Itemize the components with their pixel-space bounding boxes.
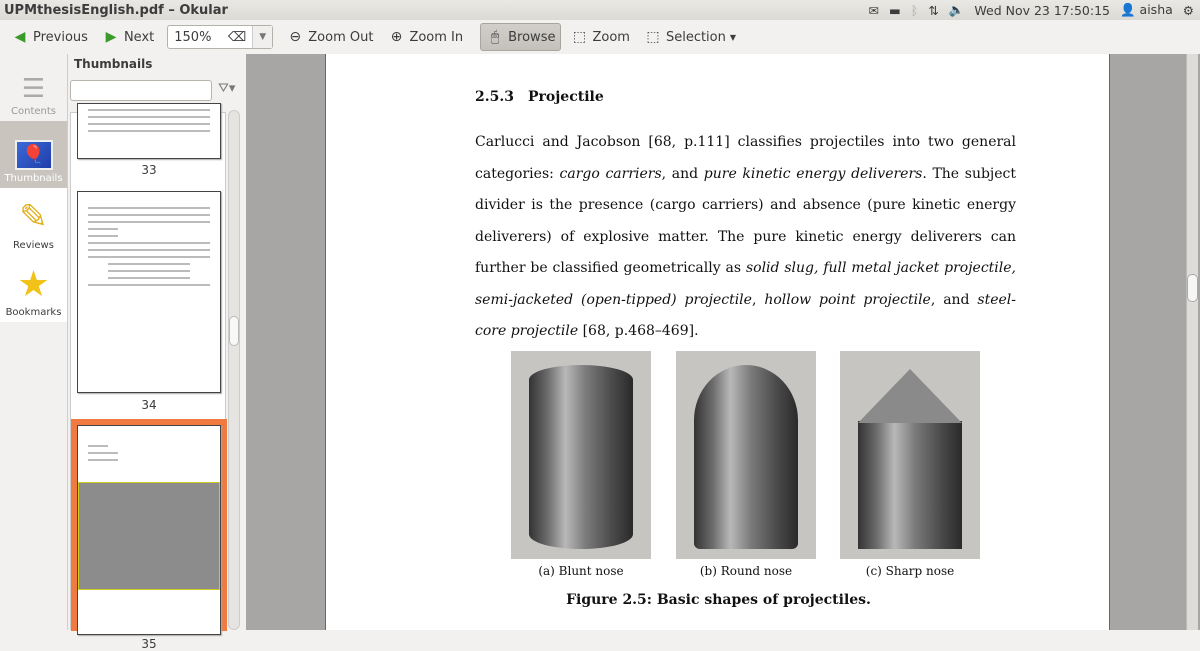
zoom-out-label: Zoom Out (308, 29, 374, 45)
window-title: UPMthesisEnglish.pdf – Okular (4, 2, 228, 18)
volume-icon[interactable]: 🔈 (948, 2, 965, 17)
sidebar-item-label: Reviews (13, 240, 54, 251)
next-button[interactable] (97, 25, 159, 49)
title-bar (0, 0, 1200, 20)
zoom-select[interactable] (167, 25, 273, 49)
contents-icon: ☰ (21, 74, 46, 104)
sidebar-item-contents[interactable] (0, 54, 67, 121)
network-icon[interactable]: ⇅ (928, 2, 939, 18)
figure-caption: Figure 2.5: Basic shapes of projectiles. (566, 592, 871, 608)
sidebar-item-reviews[interactable] (0, 188, 67, 255)
previous-button[interactable] (6, 25, 93, 49)
battery-icon[interactable]: ▬ (888, 2, 901, 18)
thumbnail-scrollbar[interactable] (228, 110, 240, 630)
bluetooth-icon[interactable]: ᛒ (910, 2, 919, 18)
next-label: Next (123, 29, 155, 45)
chevron-down-icon[interactable]: ▼ (252, 26, 272, 48)
section-heading (475, 89, 618, 105)
zoom-in-icon: ⊕ (390, 29, 403, 45)
thumbnail-page[interactable] (77, 103, 221, 159)
projectile-photo (511, 351, 651, 559)
sidebar-item-label: Bookmarks (5, 307, 62, 318)
thumbnail-list[interactable] (70, 112, 226, 651)
selection-button[interactable] (639, 25, 741, 49)
zoom-tool-button[interactable] (565, 25, 634, 49)
document-page (325, 54, 1110, 630)
thumbnail-label: 34 (141, 398, 157, 412)
mouse-icon: 🖱 (490, 29, 500, 45)
zoom-value[interactable]: 150% (174, 29, 212, 45)
thumbnails-icon: 🎈 (15, 140, 53, 170)
system-tray (869, 2, 1195, 18)
thumbnails-panel (68, 54, 246, 651)
zoom-tool-icon: ⬚ (572, 29, 587, 45)
projectile-photo (676, 351, 816, 559)
sidebar-item-thumbnails[interactable] (0, 121, 67, 188)
scrollbar-thumb[interactable] (1187, 274, 1198, 302)
chevron-down-icon: ▼ (729, 32, 737, 42)
thumbnail-label: 35 (141, 637, 157, 651)
thumbnail-label: 33 (141, 163, 157, 177)
power-icon[interactable]: ⚙ (1182, 2, 1194, 18)
thumbnail-filter-input[interactable] (70, 80, 212, 101)
projectile-photo (840, 351, 980, 559)
figure-round-nose (676, 351, 816, 578)
clock[interactable]: Wed Nov 23 17:50:15 (974, 2, 1110, 18)
mail-icon[interactable]: ✉ (868, 2, 879, 18)
body-paragraph: Carlucci and Jacobson [68, p.111] classifies projectiles into two general categories: cargo carriers, and pure kinetic energy deliverers. The subject divider is the presence (cargo carriers) and absence (pure kinetic energy deliverers) of explosive matter. The pure kinetic energy deliverers can further be classified geometrically as solid slug, full metal jacket projectile, semi-jacketed (open-tipped) projectile, hollow point projectile, and steel-core projectile [68, p.468–469]. (475, 134, 1017, 339)
thumbnail-page[interactable] (77, 191, 221, 393)
zoom-out-button[interactable] (281, 25, 378, 49)
document-viewer[interactable] (246, 54, 1200, 630)
subfigure-caption: (a) Blunt nose (538, 564, 624, 578)
side-navigation (0, 54, 68, 630)
viewport-indicator (78, 482, 220, 590)
panel-title: Thumbnails (74, 57, 153, 71)
zoom-tool-label: Zoom (592, 29, 630, 45)
zoom-in-label: Zoom In (409, 29, 464, 45)
zoom-out-icon: ⊖ (289, 29, 302, 45)
next-page-icon: ▶ (105, 29, 117, 45)
figure-blunt-nose (511, 351, 651, 578)
filter-icon[interactable]: ⛛▾ (218, 81, 236, 96)
section-title: Projectile (527, 89, 604, 105)
selection-label: Selection (665, 29, 726, 45)
subfigure-caption: (b) Round nose (699, 564, 793, 578)
scrollbar-thumb[interactable] (229, 316, 239, 346)
zoom-in-button[interactable] (382, 25, 468, 49)
document-scrollbar[interactable] (1186, 54, 1198, 630)
browse-label: Browse (508, 29, 556, 45)
sidebar-item-bookmarks[interactable] (0, 255, 67, 322)
selection-icon: ⬚ (646, 29, 660, 45)
sidebar-item-label: Thumbnails (4, 173, 63, 184)
thumbnail-page-current[interactable] (77, 425, 221, 635)
sidebar-item-label: Contents (11, 106, 56, 117)
user-name: aisha (1139, 2, 1173, 17)
pencil-icon: ✎ (19, 197, 48, 237)
user-menu[interactable]: 👤 aisha (1120, 2, 1173, 17)
browse-button[interactable] (480, 23, 561, 51)
section-number: 2.5.3 (475, 89, 514, 105)
star-icon: ★ (17, 264, 50, 305)
figure-sharp-nose (840, 351, 980, 578)
subfigure-caption: (c) Sharp nose (865, 564, 955, 578)
previous-page-icon: ◀ (14, 29, 26, 45)
toolbar (0, 20, 1200, 54)
clear-icon[interactable]: ⌫ (227, 29, 247, 45)
previous-label: Previous (33, 29, 88, 45)
